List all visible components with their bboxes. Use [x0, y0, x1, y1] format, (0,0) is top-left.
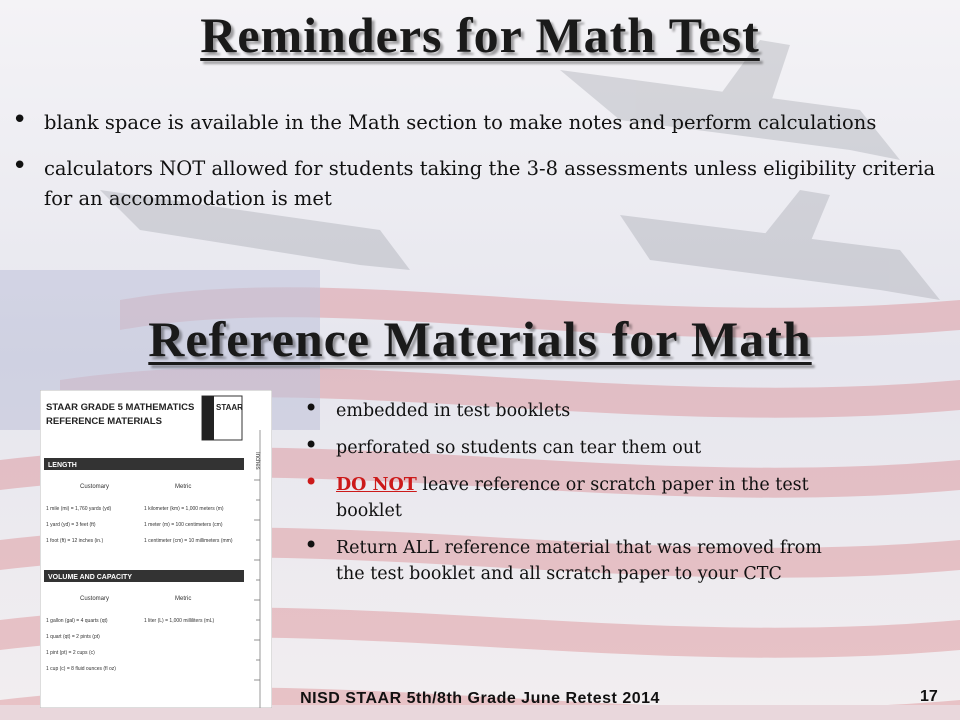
volume-row: 1 pint (pt) = 2 cups (c)	[46, 650, 95, 656]
length-row: 1 centimeter (cm) = 10 millimeters (mm)	[144, 538, 233, 544]
reference-item	[304, 394, 826, 424]
reminder-list	[12, 105, 949, 230]
do-not-emphasis: DO NOT	[336, 475, 417, 495]
volume-row: 1 quart (qt) = 2 pints (pt)	[46, 634, 100, 640]
length-row: 1 yard (yd) = 3 feet (ft)	[46, 522, 96, 528]
volume-header: VOLUME AND CAPACITY	[48, 574, 132, 581]
volume-row: 1 gallon (gal) = 4 quarts (qt)	[46, 618, 108, 624]
length-row: 1 meter (m) = 100 centimeters (cm)	[144, 522, 223, 528]
bullet-icon: •	[304, 531, 319, 559]
reference-item	[304, 468, 826, 524]
reference-text: Return ALL reference material that was removed from the test booklet and all scratch paper to your CTC	[336, 538, 822, 584]
reference-text: perforated so students can tear them out	[336, 438, 702, 458]
bullet-icon: •	[12, 105, 28, 135]
reference-text: embedded in test booklets	[336, 401, 571, 421]
bullet-icon: •	[12, 151, 28, 181]
slide-footer: NISD STAAR 5th/8th Grade June Retest 2014	[300, 690, 660, 707]
volume-row: 1 liter (L) = 1,000 milliliters (mL)	[144, 618, 215, 624]
length-row: 1 kilometer (km) = 1,000 meters (m)	[144, 506, 224, 512]
col-metric: Metric	[175, 484, 192, 490]
reminder-item	[12, 151, 949, 214]
reminder-text: calculators NOT allowed for students taking the 3-8 assessments unless eligibility criteria for an accommodation is met	[44, 157, 936, 210]
col-customary: Customary	[80, 596, 110, 602]
reminder-item	[12, 105, 949, 138]
sheet-title-line1: STAAR GRADE 5 MATHEMATICS	[46, 402, 195, 413]
page-number: 17	[920, 688, 938, 705]
col-customary: Customary	[80, 484, 110, 490]
length-header: LENGTH	[48, 462, 77, 469]
reference-list	[304, 394, 826, 598]
logo-text: STAAR	[216, 403, 243, 412]
bullet-icon: •	[304, 394, 319, 422]
sheet-title-line2: REFERENCE MATERIALS	[46, 416, 162, 427]
ruler-label: Inches	[254, 452, 260, 470]
volume-row: 1 cup (c) = 8 fluid ounces (fl oz)	[46, 666, 116, 672]
reference-text: leave reference or scratch paper in the test booklet	[336, 475, 809, 521]
slide-title: Reminders for Math Test	[200, 7, 760, 63]
reminder-text: blank space is available in the Math section to make notes and perform calculations	[44, 111, 877, 134]
reference-sheet-image	[40, 390, 272, 708]
reference-item	[304, 431, 826, 461]
bullet-icon: •	[304, 431, 319, 459]
col-metric: Metric	[175, 596, 192, 602]
bullet-icon: •	[304, 468, 319, 496]
reference-item	[304, 531, 826, 587]
length-row: 1 foot (ft) = 12 inches (in.)	[46, 538, 104, 544]
length-row: 1 mile (mi) = 1,760 yards (yd)	[46, 506, 112, 512]
section-title: Reference Materials for Math	[148, 311, 812, 367]
staar-logo-icon	[202, 396, 243, 440]
